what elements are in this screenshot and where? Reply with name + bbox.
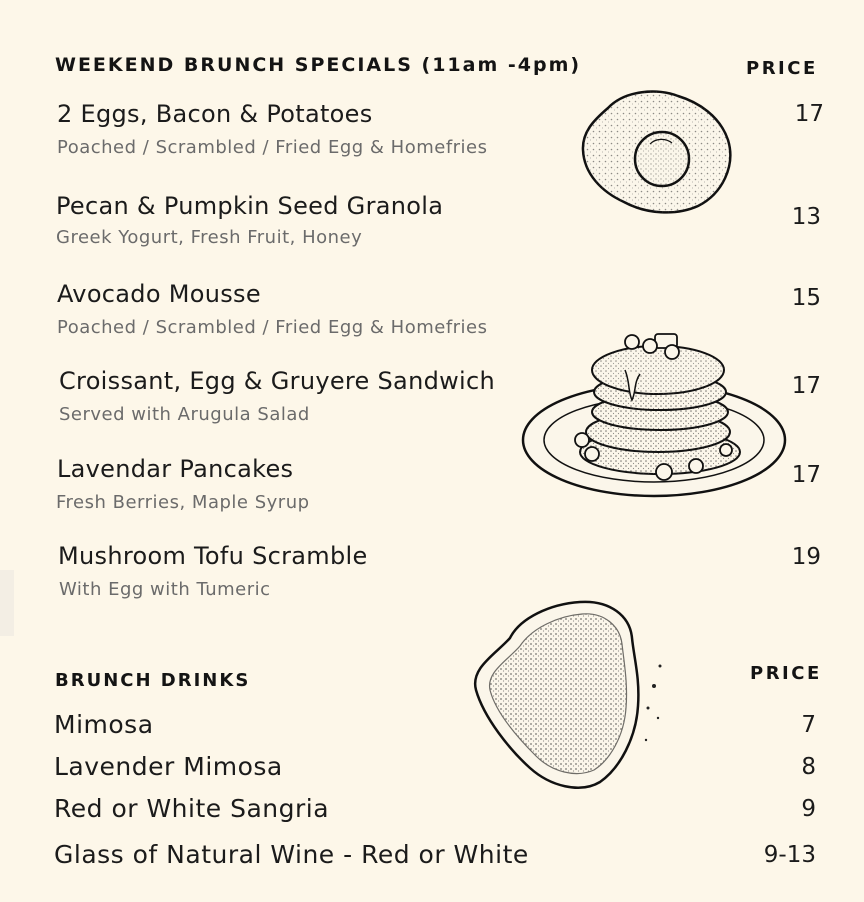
- drink-item-name: Lavender Mimosa: [54, 752, 283, 781]
- menu-item-name: Mushroom Tofu Scramble: [58, 542, 368, 570]
- menu-item-name: Croissant, Egg & Gruyere Sandwich: [59, 367, 496, 395]
- menu-item-desc: Poached / Scrambled / Fried Egg & Homefries: [57, 317, 488, 338]
- drink-item-name: Red or White Sangria: [54, 794, 330, 823]
- drink-item-price: 8: [801, 754, 816, 780]
- menu-item-name: Avocado Mousse: [57, 280, 261, 308]
- specials-heading: WEEKEND BRUNCH SPECIALS (11am -4pm): [55, 54, 582, 76]
- toast-icon: [470, 598, 670, 793]
- menu-item-price: 13: [791, 204, 821, 230]
- menu-item-desc: With Egg with Tumeric: [59, 579, 271, 600]
- menu-item-price: 15: [791, 285, 821, 311]
- menu-item-price: 17: [794, 101, 824, 127]
- drink-item-name: Glass of Natural Wine - Red or White: [54, 840, 529, 869]
- menu-item-price: 17: [791, 462, 821, 488]
- menu-item-desc: Poached / Scrambled / Fried Egg & Homefries: [57, 137, 488, 158]
- menu-item-desc: Fresh Berries, Maple Syrup: [56, 492, 310, 513]
- drink-item-name: Mimosa: [54, 710, 154, 739]
- menu-item-desc: Greek Yogurt, Fresh Fruit, Honey: [56, 227, 363, 248]
- drinks-heading: BRUNCH DRINKS: [55, 670, 251, 691]
- drink-item-price: 9: [801, 796, 816, 822]
- specials-price-label: PRICE: [746, 58, 818, 79]
- menu-item-price: 17: [791, 373, 821, 399]
- drinks-price-label: PRICE: [750, 663, 822, 684]
- pancake-stack-icon: [520, 320, 788, 500]
- drink-item-price: 7: [801, 712, 816, 738]
- menu-item-name: Lavendar Pancakes: [57, 455, 294, 483]
- menu-item-name: 2 Eggs, Bacon & Potatoes: [57, 100, 373, 128]
- edge-strip: [0, 570, 14, 636]
- menu-item-price: 19: [791, 544, 821, 570]
- menu-item-desc: Served with Arugula Salad: [59, 404, 310, 425]
- fried-egg-icon: [580, 88, 735, 218]
- drink-item-price: 9-13: [763, 842, 816, 868]
- menu-item-name: Pecan & Pumpkin Seed Granola: [56, 192, 444, 220]
